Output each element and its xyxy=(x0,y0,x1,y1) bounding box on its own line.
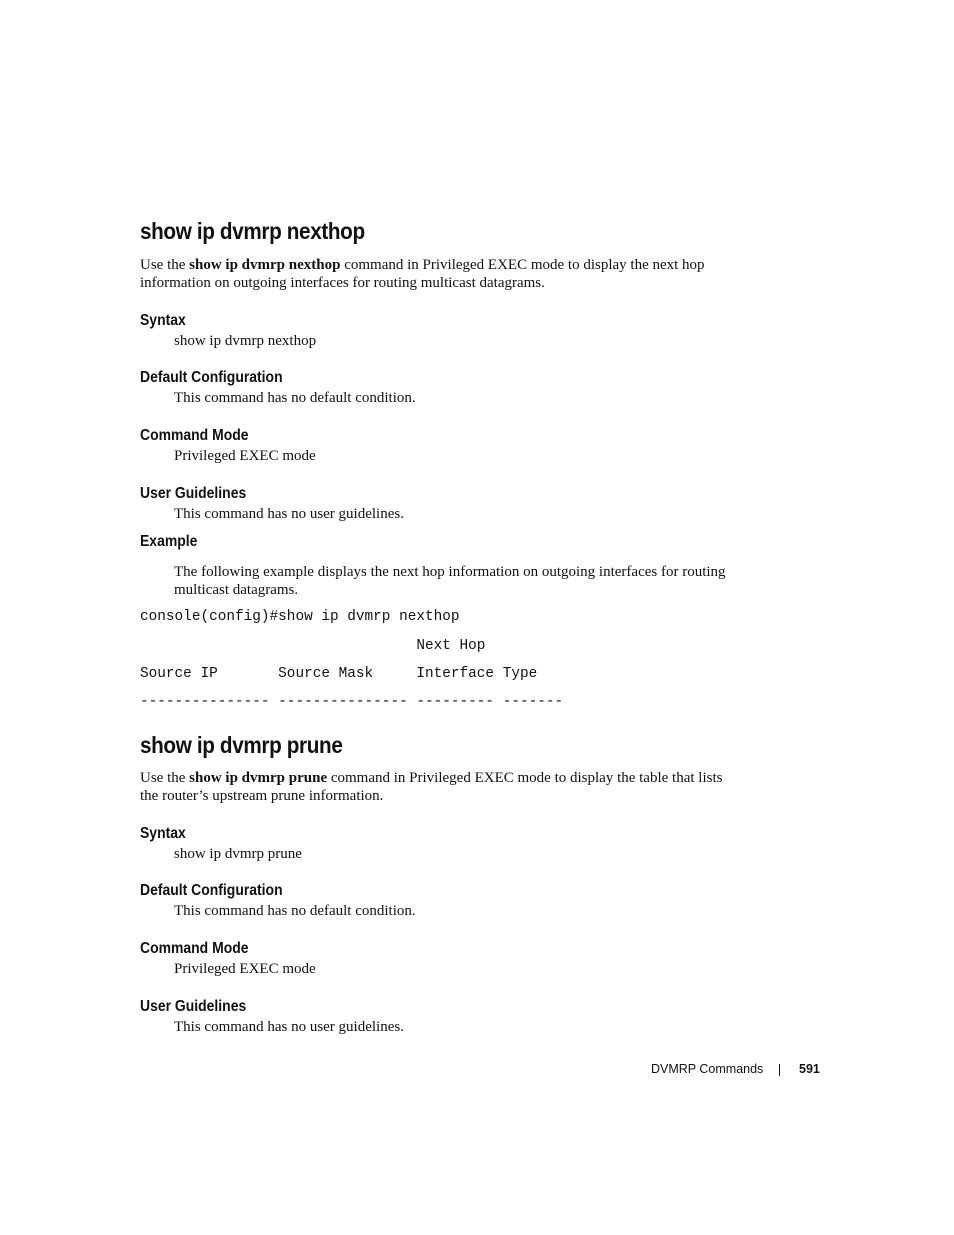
footer-section-name: DVMRP Commands xyxy=(651,1062,764,1076)
console-command: console(config)#show ip dvmrp nexthop xyxy=(140,609,460,625)
page-number: 591 xyxy=(799,1062,820,1076)
nexthop-guidelines-heading: User Guidelines xyxy=(140,485,247,502)
section-title-nexthop: show ip dvmrp nexthop xyxy=(140,218,365,244)
nexthop-guidelines: This command has no user guidelines. xyxy=(174,506,404,522)
prune-default: This command has no default condition. xyxy=(174,903,416,919)
nexthop-example-text: The following example displays the next hop information on outgoing interfaces for routing multicast datagrams. xyxy=(174,564,726,598)
prune-guidelines-heading: User Guidelines xyxy=(140,998,247,1015)
table-header-line1: Next Hop xyxy=(140,638,486,654)
prune-default-heading: Default Configuration xyxy=(140,882,283,899)
prune-syntax-heading: Syntax xyxy=(140,825,186,842)
nexthop-intro-command: show ip dvmrp nexthop xyxy=(189,257,341,273)
prune-mode-heading: Command Mode xyxy=(140,940,249,957)
prune-intro: Use the show ip dvmrp prune command in Privileged EXEC mode to display the table that lists the router’s upstream prune information. xyxy=(140,770,723,804)
prune-mode: Privileged EXEC mode xyxy=(174,961,316,977)
prune-syntax: show ip dvmrp prune xyxy=(174,846,302,862)
nexthop-example-heading: Example xyxy=(140,533,198,550)
table-header-line2: Source IP Source Mask Interface Type xyxy=(140,666,538,682)
table-rule: --------------- --------------- --------- ------- xyxy=(140,694,564,710)
nexthop-mode: Privileged EXEC mode xyxy=(174,448,316,464)
nexthop-default-heading: Default Configuration xyxy=(140,369,283,386)
prune-intro-command: show ip dvmrp prune xyxy=(189,770,328,786)
prune-guidelines: This command has no user guidelines. xyxy=(174,1019,404,1035)
nexthop-intro: Use the show ip dvmrp nexthop command in Privileged EXEC mode to display the next hop information on outgoing interfaces for routing multicast datagrams. xyxy=(140,257,705,291)
footer-separator xyxy=(779,1064,780,1076)
nexthop-syntax: show ip dvmrp nexthop xyxy=(174,333,317,349)
nexthop-mode-heading: Command Mode xyxy=(140,427,249,444)
nexthop-syntax-heading: Syntax xyxy=(140,312,186,329)
section-title-prune: show ip dvmrp prune xyxy=(140,732,343,758)
nexthop-default: This command has no default condition. xyxy=(174,390,416,406)
